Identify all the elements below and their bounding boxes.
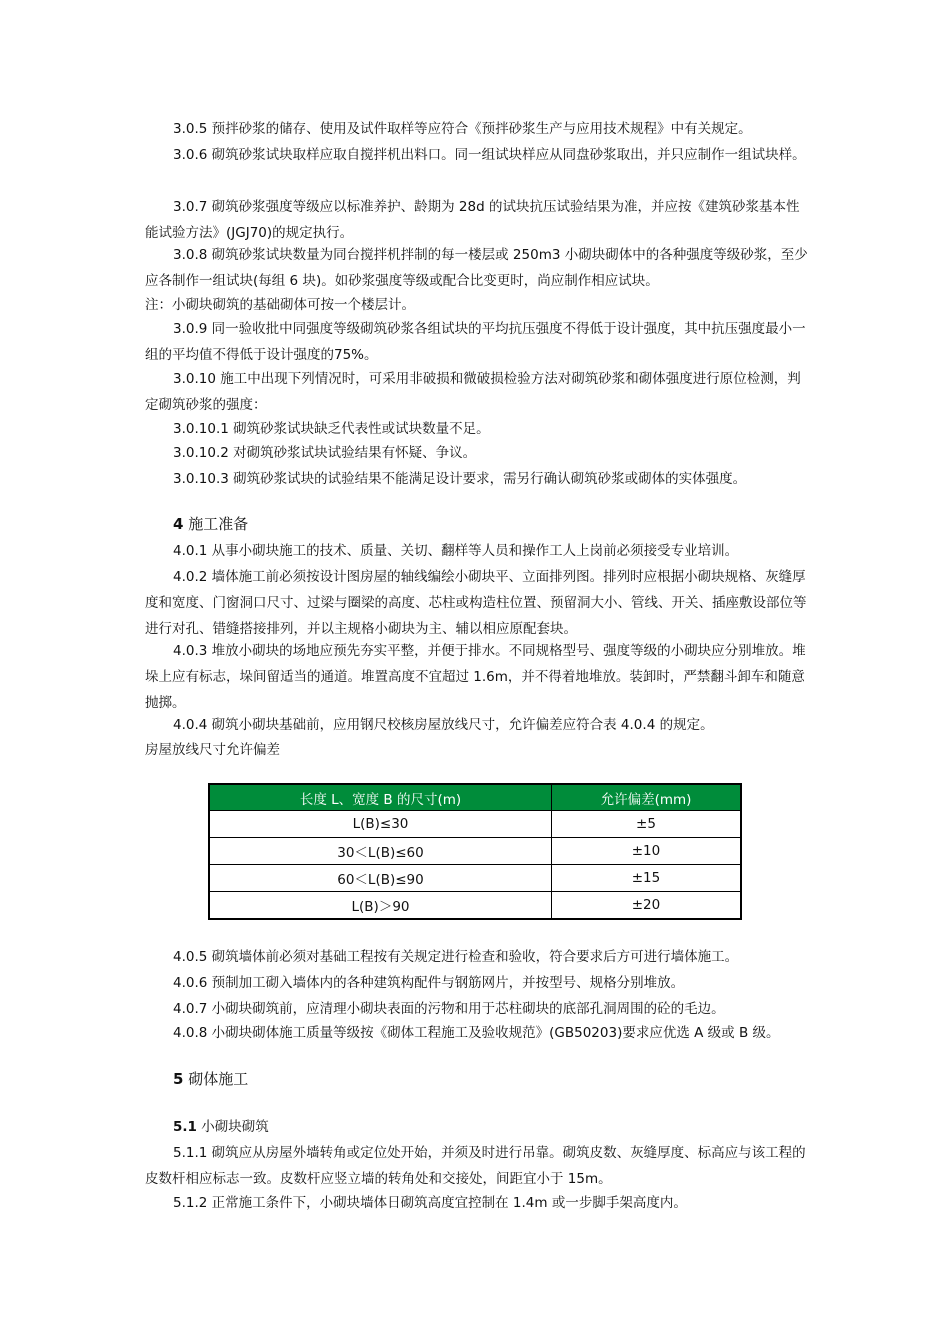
clause-4-0-3: 4.0.3 堆放小砌块的场地应预先夯实平整，并便于排水。不同规格型号、强度等级的小砌块应分别堆放。堆垛上应有标志，垛间留适当的通道。堆置高度不宜超过 1.6m，并不得着地堆放。装卸时，严禁翻斗卸车和随意抛掷。 [145,643,806,711]
table-row [209,838,741,865]
clause-3-0-9: 3.0.9 同一验收批中同强度等级砌筑砂浆各组试块的平均抗压强度不得低于设计强度，其中抗压强度最小一组的平均值不得低于设计强度的75%。 [145,321,806,363]
table-header-row [209,784,741,811]
clause-3-0-8: 3.0.8 砌筑砂浆试块数量为同台搅拌机拌制的每一楼层或 250m3 小砌块砌体中的各种强度等级砂浆，至少应各制作一组试块(每组 6 块)。如砂浆强度等级或配合比变更时，尚应制作相应试块。 [145,247,808,289]
section-5-heading [173,1066,248,1092]
clause-3-0-10-1: 3.0.10.1 砌筑砂浆试块缺乏代表性或试块数量不足。 [173,421,490,437]
tolerance-table [208,783,742,920]
section-4-number: 4 [173,515,184,533]
table-caption: 房屋放线尺寸允许偏差 [145,742,280,758]
section-5-title: 砌体施工 [188,1070,249,1088]
section-4-heading [173,511,248,537]
clause-5-1-1: 5.1.1 砌筑应从房屋外墙转角或定位处开始，并须及时进行吊靠。砌筑皮数、灰缝厚度、标高应与该工程的皮数杆相应标志一致。皮数杆应竖立墙的转角处和交接处，间距宜小于 15m。 [145,1145,806,1187]
clause-5-1-2: 5.1.2 正常施工条件下，小砌块墙体日砌筑高度宜控制在 1.4m 或一步脚手架高度内。 [173,1195,687,1211]
clause-4-0-8: 4.0.8 小砌块砌体施工质量等级按《砌体工程施工及验收规范》(GB50203)要求应优选 A 级或 B 级。 [173,1025,780,1041]
clause-4-0-5: 4.0.5 砌筑墙体前必须对基础工程按有关规定进行检查和验收，符合要求后方可进行墙体施工。 [173,949,739,965]
section-5-number: 5 [173,1070,184,1088]
table-cell-tolerance: ±10 [552,838,742,865]
subsection-5-1-title: 小砌块砌筑 [201,1119,269,1135]
clause-4-0-6: 4.0.6 预制加工砌入墙体内的各种建筑构配件与钢筋网片，并按型号、规格分别堆放。 [173,975,685,991]
table-row [209,811,741,838]
clause-4-0-4: 4.0.4 砌筑小砌块基础前，应用钢尺校核房屋放线尺寸，允许偏差应符合表 4.0.4 的规定。 [173,717,714,733]
table-row [209,892,741,920]
clause-3-0-10: 3.0.10 施工中出现下列情况时，可采用非破损和微破损检验方法对砌筑砂浆和砌体强度进行原位检测，判定砌筑砂浆的强度： [145,371,801,413]
section-4-title: 施工准备 [188,515,249,533]
clause-3-0-5: 3.0.5 预拌砂浆的储存、使用及试件取样等应符合《预拌砂浆生产与应用技术规程》中有关规定。 [173,121,752,137]
subsection-5-1-heading [173,1114,269,1140]
note-text: 注：小砌块砌筑的基础砌体可按一个楼层计。 [145,297,415,313]
clause-3-0-10-2: 3.0.10.2 对砌筑砂浆试块试验结果有怀疑、争议。 [173,445,477,461]
clause-4-0-1: 4.0.1 从事小砌块施工的技术、质量、关切、翻样等人员和操作工人上岗前必须接受专业培训。 [173,543,739,559]
table-cell-tolerance: ±5 [552,811,742,838]
table-cell-size: L(B)≤30 [209,811,552,838]
clause-3-0-10-3: 3.0.10.3 砌筑砂浆试块的试验结果不能满足设计要求，需另行确认砌筑砂浆或砌体的实体强度。 [173,471,747,487]
clause-3-0-7: 3.0.7 砌筑砂浆强度等级应以标准养护、龄期为 28d 的试块抗压试验结果为准，并应按《建筑砂浆基本性能试验方法》(JGJ70)的规定执行。 [145,199,800,241]
table-cell-size: 30＜L(B)≤60 [209,838,552,865]
table-row [209,865,741,892]
clause-4-0-2: 4.0.2 墙体施工前必须按设计图房屋的轴线编绘小砌块平、立面排列图。排列时应根据小砌块规格、灰缝厚度和宽度、门窗洞口尺寸、过梁与圈梁的高度、芯柱或构造柱位置、预留洞大小、管线、开关、插座敷设部位等进行对孔、错缝搭接排列，并以主规格小砌块为主、辅以相应原配套块。 [145,569,807,637]
table-cell-tolerance: ±20 [552,892,742,920]
clause-4-0-7: 4.0.7 小砌块砌筑前，应清理小砌块表面的污物和用于芯柱砌块的底部孔洞周围的砼的毛边。 [173,1001,725,1017]
table-cell-tolerance: ±15 [552,865,742,892]
table-cell-size: L(B)＞90 [209,892,552,920]
subsection-5-1-number: 5.1 [173,1119,197,1135]
table-header-size: 长度 L、宽度 B 的尺寸(m) [209,784,552,811]
table-cell-size: 60＜L(B)≤90 [209,865,552,892]
clause-3-0-6: 3.0.6 砌筑砂浆试块取样应取自搅拌机出料口。同一组试块样应从同盘砂浆取出，并只应制作一组试块样。 [173,147,806,163]
table-header-tolerance: 允许偏差(mm) [552,784,742,811]
